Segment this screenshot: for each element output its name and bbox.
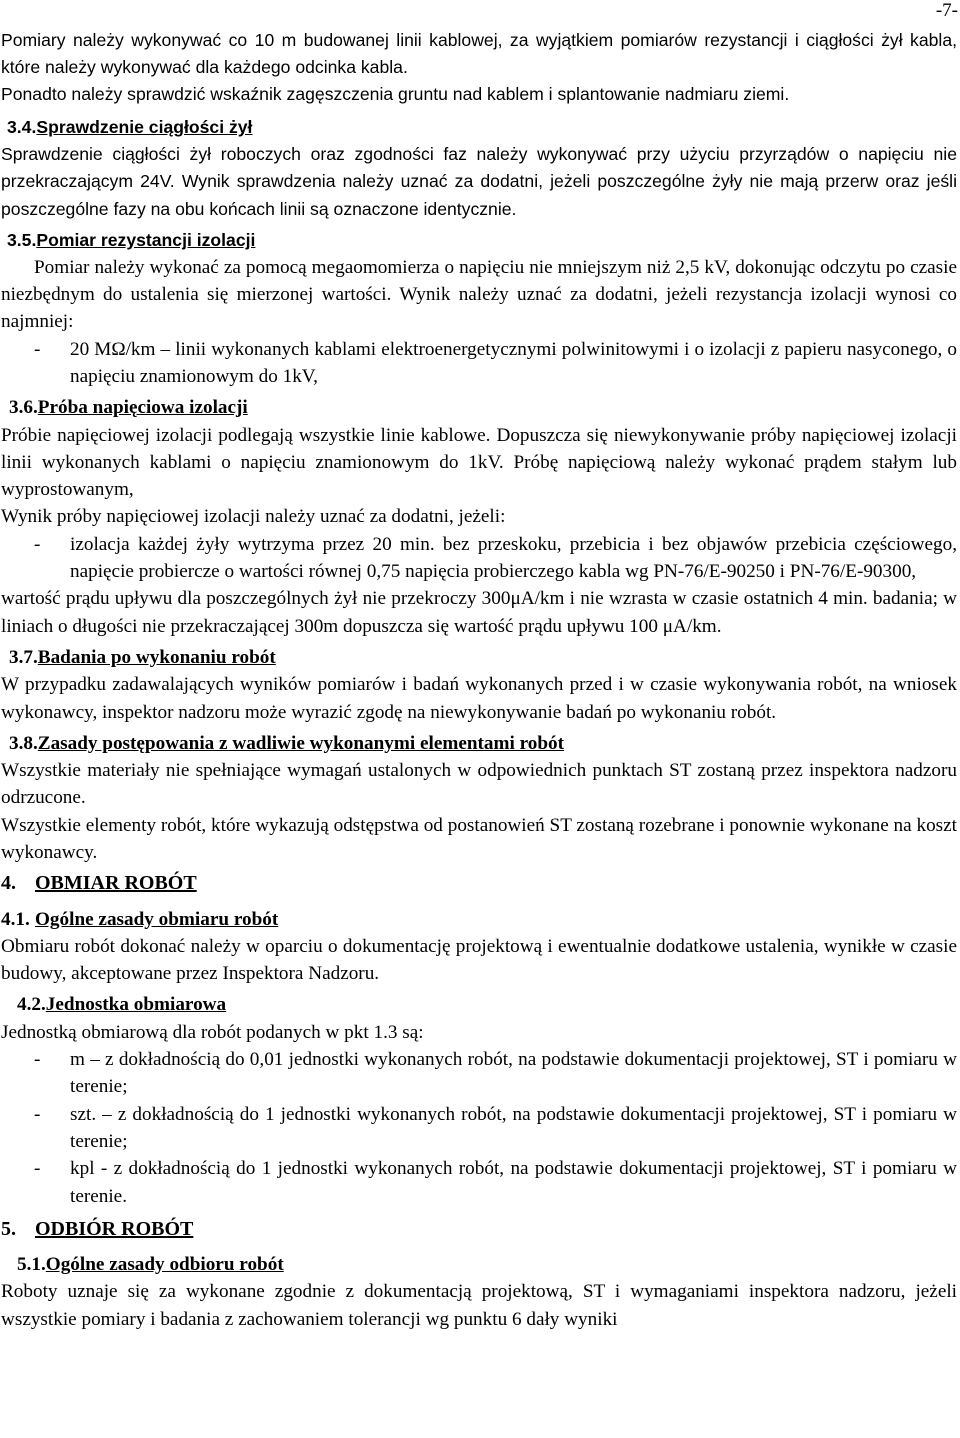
list-item-text: kpl - z dokładnością do 1 jednostki wykonanych robót, na podstawie dokumentacji projektowej, ST i pomiaru w terenie. [70,1158,957,1207]
section-number: 3.7. [9,646,38,668]
section-3-4-body: Sprawdzenie ciągłości żył roboczych oraz zgodności faz należy wykonywać przy użyciu przyrządów o napięciu nie przekraczającym 24V. Wynik sprawdzenia należy uznać za dodatni, jeżeli poszczególne żyły nie mają przerw oraz jeśli poszczególne fazy na obu końcach linii są oznaczone identycznie. [1,144,957,219]
section-number: 4. [1,872,16,895]
list-item-text: 20 MΩ/km – linii wykonanych kablami elektroenergetycznymi polwinitowymi i o izolacji z papieru nasyconego, o napięciu znamionowym do 1kV, [70,338,957,387]
section-title: Badania po wykonaniu robót [37,646,276,668]
page-number: -7- [935,0,958,21]
list-item [1,1046,957,1101]
section-number: 3.8. [9,732,38,754]
heading-5 [1,1216,957,1243]
section-title: Zasady postępowania z wadliwie wykonanymi elementami robót [37,732,565,754]
list-item-text: szt. – z dokładnością do 1 jednostki wykonanych robót, na podstawie dokumentacji projektowej, ST i pomiaru w terenie; [70,1103,957,1152]
list-dash: - [34,1103,41,1125]
intro-paragraph-1: Pomiary należy wykonywać co 10 m budowanej linii kablowej, za wyjątkiem pomiarów rezystancji i ciągłości żył kabla, które należy wykonywać dla każdego odcinka kabla. [1,30,957,78]
section-number: 3.5. [7,229,37,250]
section-title: Ogólne zasady obmiaru robót [35,908,279,930]
heading-4 [1,870,957,897]
section-number: 3.4. [7,117,37,138]
section-4-2-body: Jednostką obmiarową dla robót podanych w pkt 1.3 są: [1,1021,424,1043]
section-number: 3.6. [9,397,38,419]
section-title: Pomiar rezystancji izolacji [36,229,256,250]
section-title: Jednostka obmiarowa [45,994,227,1016]
intro-paragraph-2: Ponadto należy sprawdzić wskaźnik zagęszczenia gruntu nad kablem i splantowanie nadmiaru ziemi. [1,84,790,105]
heading-4-1 [1,906,957,933]
heading-5-1 [1,1251,957,1278]
list-item [1,1155,957,1210]
section-3-6-body-1: Próbie napięciowej izolacji podlegają wszystkie linie kablowe. Dopuszcza się niewykonywanie próby napięciowej izolacji linii wykonanych kablami o napięciu znamionowym do 1kV. Próbę napięciową należy wykonać prądem stałym lub wyprostowanym, [1,424,957,501]
heading-3-7 [1,644,957,671]
list-item [1,336,957,391]
list-item-text: m – z dokładnością do 0,01 jednostki wykonanych robót, na podstawie dokumentacji projektowej, ST i pomiaru w terenie; [70,1049,957,1098]
section-title: OBMIAR ROBÓT [35,872,197,895]
section-3-5-body: Pomiar należy wykonać za pomocą megaomomierza o napięciu nie mniejszym niż 2,5 kV, dokonując odczytu po czasie niezbędnym do ustalenia się mierzonej wartości. Wynik należy uznać za dodatni, jeżeli rezystancja izolacji wynosi co najmniej: [1,256,957,333]
heading-3-6 [1,394,957,421]
heading-4-2 [1,991,957,1018]
list-item [1,1101,957,1156]
heading-3-5 [1,227,957,254]
section-title: Ogólne zasady odbioru robót [45,1254,284,1276]
section-3-8-body-1: Wszystkie materiały nie spełniające wymagań ustalonych w odpowiednich punktach ST zostaną przez inspektora nadzoru odrzucone. [1,760,957,809]
section-title: ODBIÓR ROBÓT [35,1217,194,1240]
section-3-8-body-2: Wszystkie elementy robót, które wykazują odstępstwa od postanowień ST zostaną rozebrane i ponownie wykonane na koszt wykonawcy. [1,814,957,863]
list-item [1,531,957,586]
section-number: 4.1. [1,908,30,930]
section-title: Sprawdzenie ciągłości żył [36,117,253,138]
section-4-1-body: Obmiaru robót dokonać należy w oparciu o dokumentację projektową i ewentualnie dodatkowe ustalenia, wynikłe w czasie budowy, akceptowane przez Inspektora Nadzoru. [1,935,957,985]
section-number: 5.1. [17,1254,46,1276]
document-page [1,27,957,1333]
section-3-6-body-3: wartość prądu upływu dla poszczególnych żył nie przekroczy 300μA/km i nie wzrasta w czasie ostatnich 4 min. badania; w liniach o długości nie przekraczającej 300m dopuszcza się wartość prądu upływu 100 μA/km. [1,588,957,637]
section-3-7-body: W przypadku zadawalających wyników pomiarów i badań wykonanych przed i w czasie wykonywania robót, na wniosek wykonawcy, inspektor nadzoru może wyrazić zgodę na niewykonywanie badań po wykonaniu robót. [1,674,957,723]
heading-3-4 [1,114,957,141]
heading-3-8 [1,730,957,757]
list-dash: - [34,338,41,360]
section-5-1-body: Roboty uznaje się za wykonane zgodnie z dokumentacją projektową, ST i wymaganiami inspektora nadzoru, jeżeli wszystkie pomiary i badania z zachowaniem tolerancji wg punktu 6 dały wyniki [1,1281,957,1330]
section-number: 4.2. [17,994,46,1016]
section-number: 5. [1,1217,16,1240]
list-dash: - [34,533,41,555]
list-dash: - [34,1158,41,1180]
list-dash: - [34,1049,41,1071]
section-title: Próba napięciowa izolacji [37,397,248,419]
list-item-text: izolacja każdej żyły wytrzyma przez 20 min. bez przeskoku, przebicia i bez objawów przebicia częściowego, napięcie probiercze o wartości równej 0,75 napięcia probierczego kabla wg PN-76/E-90250 i PN-76/E-90300, [70,533,957,583]
section-3-6-body-2: Wynik próby napięciowej izolacji należy uznać za dodatni, jeżeli: [1,506,506,528]
